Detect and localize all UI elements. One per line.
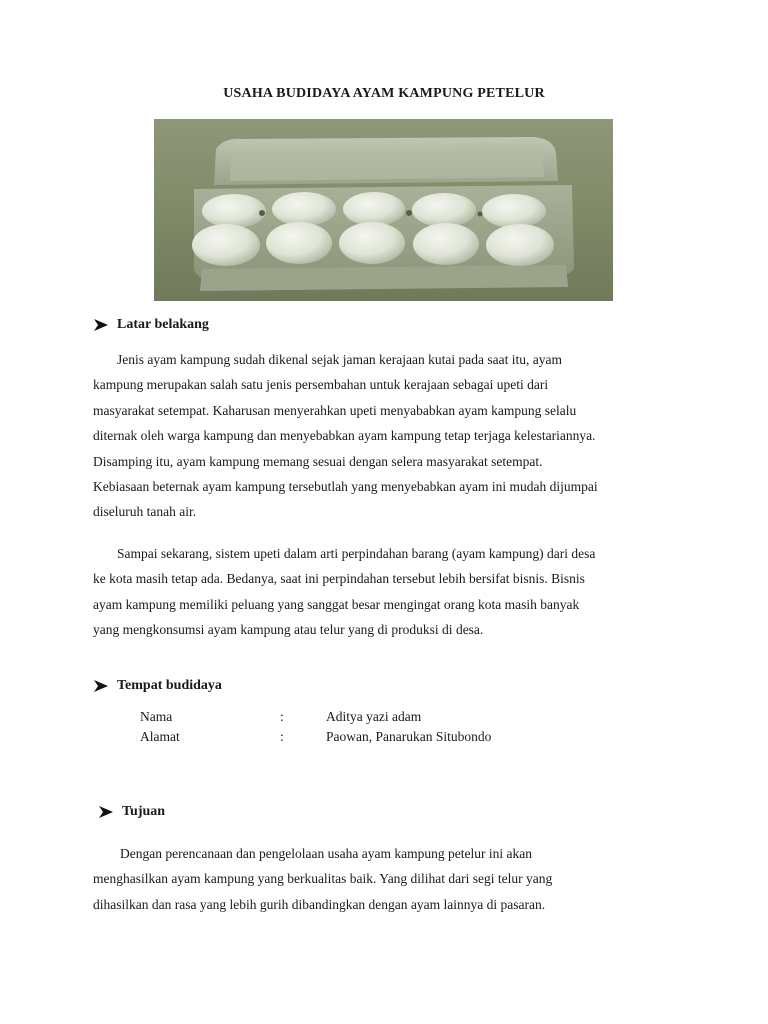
info-row-nama — [140, 709, 421, 725]
info-separator: : — [280, 709, 284, 724]
arrow-bullet-icon — [99, 806, 113, 818]
text-line: ayam kampung memiliki peluang yang sanggat besar mengingat orang kota masih banyak — [93, 596, 580, 612]
section-heading-tempat-budidaya — [94, 678, 222, 694]
page-title: USAHA BUDIDAYA AYAM KAMPUNG PETELUR — [223, 86, 545, 101]
text-line: Sampai sekarang, sistem upeti dalam arti perpindahan barang (ayam kampung) dari desa — [117, 546, 596, 561]
text-line: Disamping itu, ayam kampung memang sesuai dengan selera masyarakat setempat. — [93, 453, 543, 469]
text-line: diternak oleh warga kampung dan menyebabkan ayam kampung tetap terjaga kelestariannya. — [93, 428, 596, 444]
text-line: kampung merupakan salah satu jenis persembahan untuk kerajaan sebagai upeti dari — [93, 377, 549, 393]
text-line: Dengan perencanaan dan pengelolaan usaha ayam kampung petelur ini akan — [120, 846, 532, 861]
info-value: Aditya yazi adam — [326, 709, 422, 724]
section-heading-text: Tempat budidaya — [117, 678, 222, 693]
text-line: masyarakat setempat. Kaharusan menyerahkan upeti menyababkan ayam kampung selalu — [93, 402, 577, 418]
info-row-alamat — [140, 729, 491, 745]
text-line: Kebiasaan beternak ayam kampung tersebutlah yang menyebabkan ayam ini mudah dijumpai — [93, 479, 598, 495]
text-line: diseluruh tanah air. — [93, 504, 197, 520]
text-line: menghasilkan ayam kampung yang berkualitas baik. Yang dilihat dari segi telur yang — [93, 871, 553, 887]
section-heading-text: Latar belakang — [117, 317, 209, 332]
arrow-bullet-icon — [94, 319, 108, 331]
egg-carton-image — [154, 119, 613, 301]
arrow-bullet-icon — [94, 680, 108, 692]
text-line: Jenis ayam kampung sudah dikenal sejak jaman kerajaan kutai pada saat itu, ayam — [117, 352, 562, 367]
text-line: yang mengkonsumsi ayam kampung atau telur yang di produksi di desa. — [93, 622, 484, 638]
paragraph-latar-2 — [93, 541, 678, 643]
section-heading-text: Tujuan — [122, 804, 166, 819]
text-line: ke kota masih tetap ada. Bedanya, saat ini perpindahan tersebut lebih bersifat bisnis. Bisnis — [93, 571, 585, 587]
section-heading-latar-belakang — [94, 317, 209, 333]
info-key: Nama — [140, 709, 173, 724]
info-separator: : — [280, 729, 284, 744]
info-key: Alamat — [140, 729, 180, 744]
section-heading-tujuan — [99, 804, 165, 820]
paragraph-latar-1 — [93, 347, 678, 525]
paragraph-tujuan — [93, 841, 678, 917]
text-line: dihasilkan dan rasa yang lebih gurih dibandingkan dengan ayam lainnya di pasaran. — [93, 896, 546, 912]
info-value: Paowan, Panarukan Situbondo — [326, 729, 492, 744]
